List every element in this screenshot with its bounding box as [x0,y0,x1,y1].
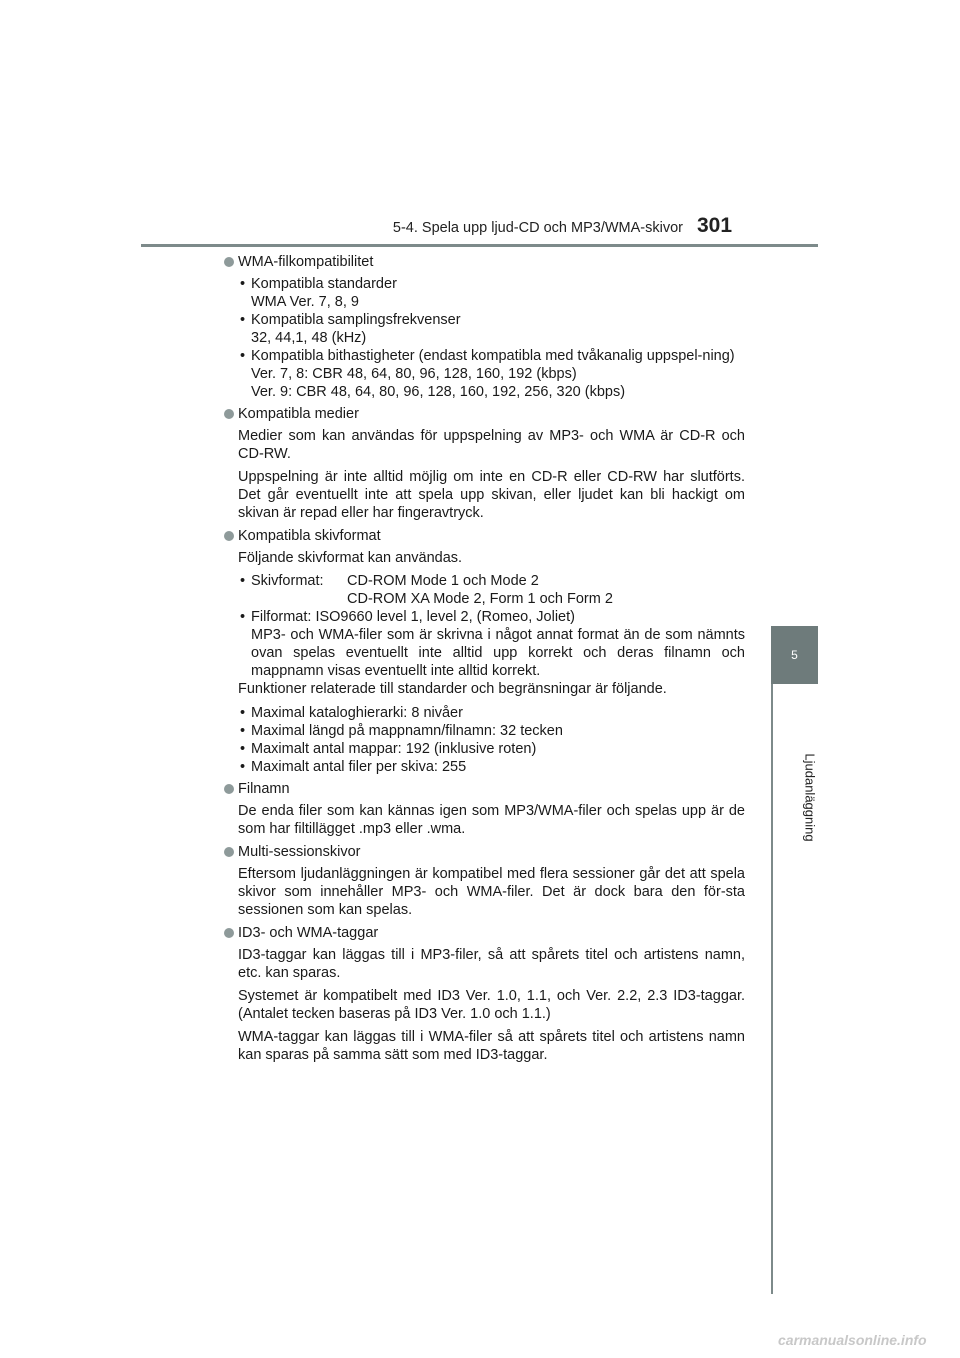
list-item: • Kompatibla bithastigheter (endast kompatibla med tvåkanalig uppspel-ning) [223,347,745,365]
heading-text: ID3- och WMA-taggar [238,925,379,941]
list-item: • Maximalt antal filer per skiva: 255 [223,758,745,776]
list-item: • Kompatibla standarder [223,275,745,293]
section-tags [223,924,745,1064]
paragraph: Systemet är kompatibelt med ID3 Ver. 1.0, 1.1, och Ver. 2.2, 2.3 ID3-taggar. (Antalet tecken baseras på ID3 Ver. 1.0 och 1.1.) [238,988,745,1022]
side-divider [771,684,773,1294]
bullet-icon [224,784,234,794]
section-heading [223,843,745,861]
list-subline: WMA Ver. 7, 8, 9 [251,294,359,310]
list-item: • Maximalt antal mappar: 192 (inklusive roten) [223,740,745,758]
header-divider [141,244,818,247]
list-subline: Ver. 7, 8: CBR 48, 64, 80, 96, 128, 160, 192 (kbps) [251,366,577,382]
disc-format-row: CD-ROM XA Mode 2, Form 1 och Form 2 [347,591,613,607]
section-wma [223,253,745,401]
bullet-icon [224,409,234,419]
section-heading [223,405,745,423]
paragraph: Medier som kan användas för uppspelning av MP3- och WMA är CD-R och CD-RW. [238,428,745,462]
heading-text: Kompatibla medier [238,406,359,422]
list-subline: Ver. 9: CBR 48, 64, 80, 96, 128, 160, 192, 256, 320 (kbps) [251,384,626,400]
chapter-label-text: Ljudanläggning [802,753,818,842]
chapter-tab: 5 [771,626,818,684]
site-watermark: carmanualsonline.info [778,1332,927,1348]
paragraph: ID3-taggar kan läggas till i MP3-filer, så att spårets titel och artistens namn, etc. kan sparas. [238,947,745,981]
list-item: • Kompatibla samplingsfrekvenser [223,311,745,329]
list-item: • Maximal längd på mappnamn/filnamn: 32 tecken [223,722,745,740]
list-item: • Filformat: ISO9660 level 1, level 2, (Romeo, Joliet) [223,608,745,626]
section-heading [223,253,745,271]
page-number: 301 [697,214,733,237]
section-media [223,405,745,522]
section-heading [223,527,745,545]
section-title: 5-4. Spela upp ljud-CD och MP3/WMA-skivor [392,220,683,236]
wma-list [223,275,745,401]
list-subline: MP3- och WMA-filer som är skrivna i något annat format än de som nämnts ovan spelas eventuellt inte alltid upp korrekt och deras filnamn och mappnamn visas eventuellt inte alltid korrekt. [251,627,745,679]
list-item: • Maximal kataloghierarki: 8 nivåer [223,704,745,722]
list-subline: 32, 44,1, 48 (kHz) [251,330,367,346]
paragraph: De enda filer som kan kännas igen som MP3/WMA-filer och spelas upp är de som har filtillägget .mp3 eller .wma. [238,803,745,837]
bullet-icon [224,257,234,267]
paragraph: Följande skivformat kan användas. [238,550,463,566]
section-multisession [223,843,745,919]
section-heading [223,924,745,942]
section-filenames [223,780,745,838]
chapter-label [796,738,818,858]
paragraph: Uppspelning är inte alltid möjlig om inte en CD-R eller CD-RW har slutförts. Det går eventuellt inte att spela upp skivan, eller ljudet kan bli hackigt om skivan är repad eller har fingeravtryck. [238,469,745,521]
heading-text: Filnamn [238,781,290,797]
paragraph: Eftersom ljudanläggningen är kompatibel med flera sessioner går det att spela skivor som innehåller MP3- och WMA-filer. Det är dock bara den för-sta sessionen som kan spelas. [238,866,745,918]
section-formats [223,527,745,776]
paragraph: WMA-taggar kan läggas till i WMA-filer så att spårets titel och artistens namn kan sparas på samma sätt som med ID3-taggar. [238,1029,745,1063]
heading-text: WMA-filkompatibilitet [238,254,374,270]
bullet-icon [224,531,234,541]
page-content [223,253,745,1069]
paragraph: Funktioner relaterade till standarder och begränsningar är följande. [238,681,667,697]
section-heading [223,780,745,798]
heading-text: Kompatibla skivformat [238,528,381,544]
limits-list [223,704,745,776]
bullet-icon [224,928,234,938]
disc-format-row: • Skivformat: CD-ROM Mode 1 och Mode 2 [223,572,745,590]
bullet-icon [224,847,234,857]
heading-text: Multi-sessionskivor [238,844,361,860]
